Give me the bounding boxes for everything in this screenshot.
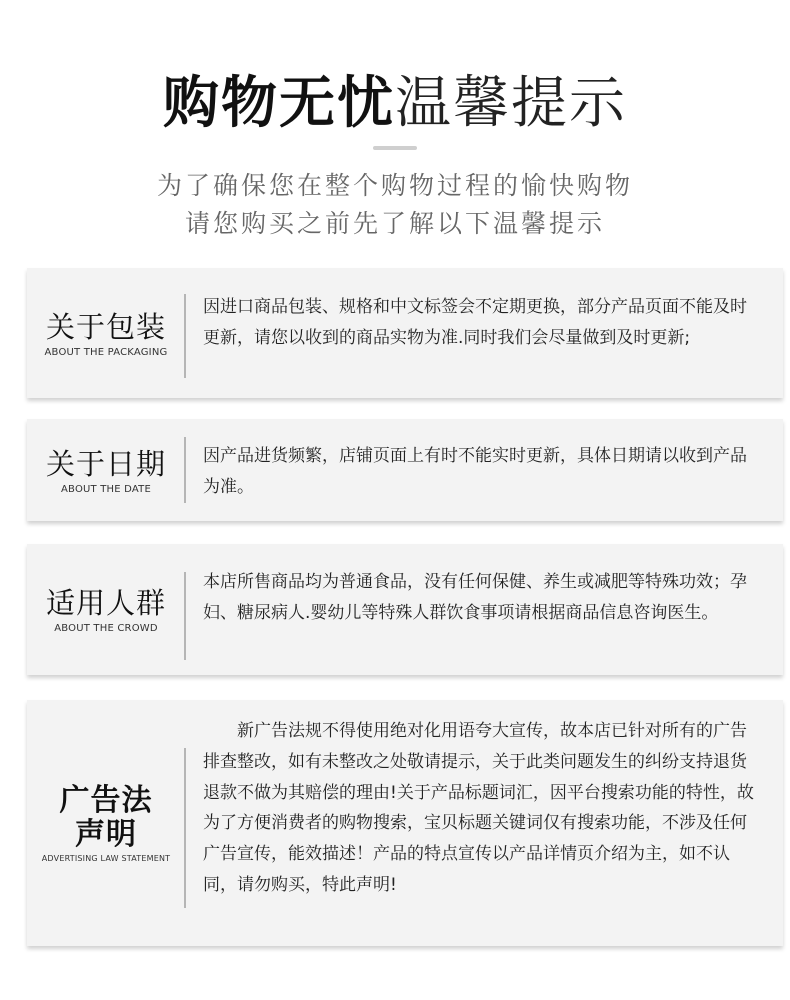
card-divider bbox=[184, 748, 186, 908]
card-label bbox=[27, 419, 185, 521]
card-label bbox=[27, 700, 185, 946]
subtitle-line-1: 为了确保您在整个购物过程的愉快购物 bbox=[156, 171, 633, 200]
ad-law-card bbox=[27, 700, 783, 946]
title-divider bbox=[373, 146, 417, 150]
card-body: 因产品进货频繁，店铺页面上有时不能实时更新，具体日期请以收到产品为准。 bbox=[203, 446, 747, 497]
card-label bbox=[27, 544, 185, 675]
card-title-en: ABOUT THE DATE bbox=[61, 483, 151, 495]
card-title-en: ABOUT THE PACKAGING bbox=[44, 346, 168, 358]
subtitle-line-2: 请您购买之前先了解以下温馨提示 bbox=[184, 209, 605, 238]
packaging-card bbox=[27, 268, 783, 398]
card-title-cn: 关于日期 bbox=[45, 446, 166, 481]
card-title-en: ADVERTISING LAW STATEMENT bbox=[41, 853, 171, 863]
title-light: 温馨提示 bbox=[395, 71, 627, 136]
page-title bbox=[0, 68, 790, 140]
card-title-cn: 关于包装 bbox=[45, 309, 166, 344]
date-card bbox=[27, 419, 783, 521]
card-divider bbox=[184, 572, 186, 660]
card-title-cn: 广告法声明 bbox=[59, 782, 153, 852]
card-body: 新广告法规不得使用绝对化用语夸大宣传，故本店已针对所有的广告排查整改，如有未整改之处敬请提示，关于此类问题发生的纠纷支持退货退款不做为其赔偿的理由!关于产品标题词汇，因平台搜索功能的特性，故为了方便消费者的购物搜索，宝贝标题关键词仅有搜索功能，不涉及任何广告宣传，能效描述！产品的特点宣传以产品详情页介绍为主，如不认同，请勿购买，特此声明! bbox=[203, 721, 754, 895]
card-title-cn: 适用人群 bbox=[45, 586, 166, 620]
card-label bbox=[27, 268, 185, 398]
crowd-card bbox=[27, 544, 783, 675]
card-divider bbox=[184, 437, 186, 503]
card-body: 本店所售商品均为普通食品，没有任何保健、养生或减肥等特殊功效；孕妇、糖尿病人.婴幼儿等特殊人群饮食事项请根据商品信息咨询医生。 bbox=[203, 572, 747, 623]
title-bold: 购物无忧 bbox=[163, 71, 395, 136]
card-body: 因进口商品包装、规格和中文标签会不定期更换，部分产品页面不能及时更新，请您以收到的商品实物为准.同时我们会尽量做到及时更新; bbox=[203, 297, 747, 348]
card-divider bbox=[184, 294, 186, 378]
card-title-en: ABOUT THE CROWD bbox=[54, 623, 158, 634]
